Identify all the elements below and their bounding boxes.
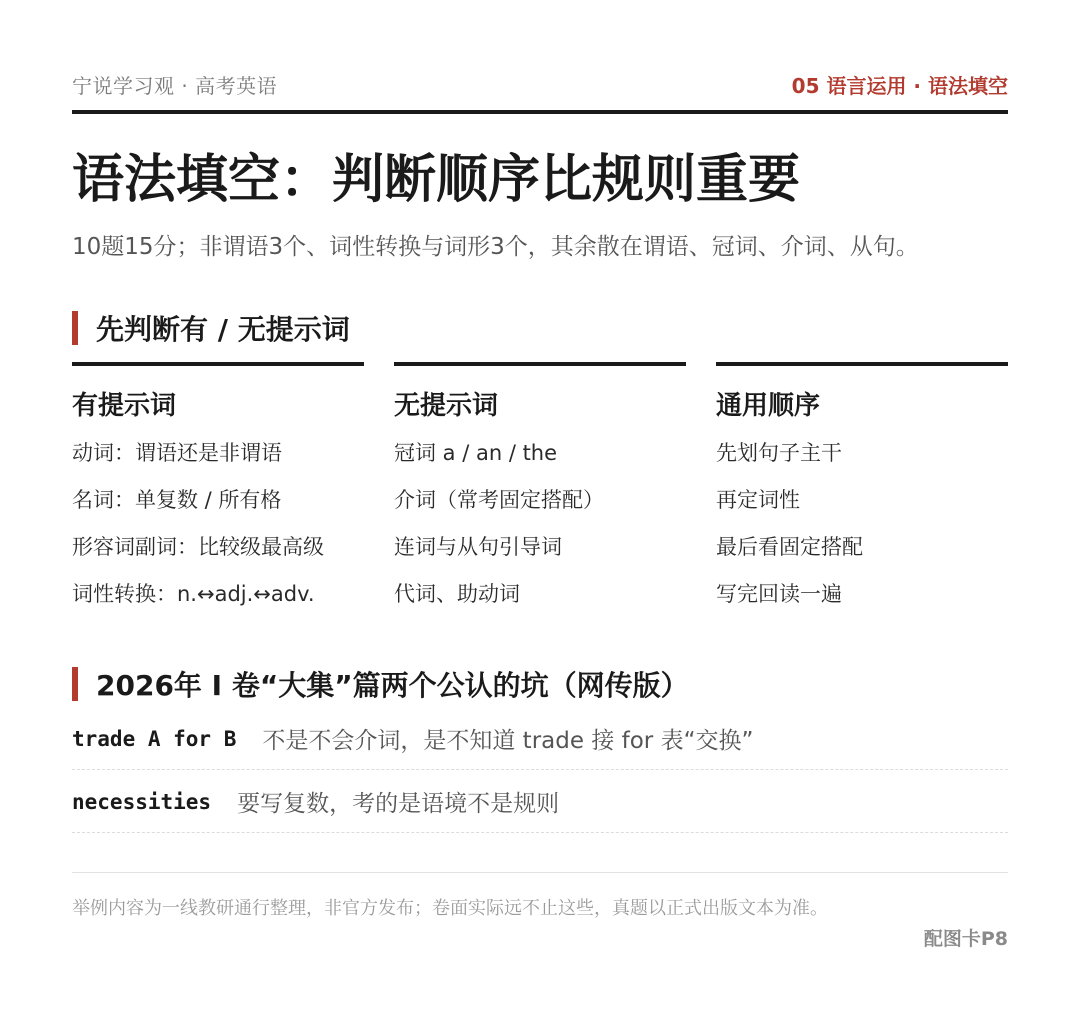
section-tag: 05 语言运用 · 语法填空 (791, 73, 1008, 98)
list-item: 写完回读一遍 (716, 582, 842, 606)
page-title: 语法填空：判断顺序比规则重要 (72, 150, 801, 210)
pitfall-description: 不是不会介词，是不知道 trade 接 for 表“交换” (262, 728, 754, 754)
header (72, 68, 1008, 100)
list-item: 名词：单复数 / 所有格 (72, 488, 282, 512)
column-title: 无提示词 (394, 391, 499, 421)
list-item: 词性转换：n.↔adj.↔adv. (72, 582, 315, 606)
hint-columns (72, 362, 1008, 609)
list-item: 连词与从句引导词 (394, 535, 562, 559)
pitfall-term: trade A for B (72, 726, 237, 751)
list-item: 介词（常考固定搭配） (394, 488, 604, 512)
list-item: 再定词性 (716, 488, 800, 512)
column-with-hints (72, 362, 364, 609)
list-item: 先划句子主干 (716, 441, 842, 465)
accent-bar (72, 311, 78, 345)
page-subtitle: 10题15分；非谓语3个、词性转换与词形3个，其余散在谓语、冠词、介词、从句。 (72, 234, 919, 260)
list-item: 代词、助动词 (394, 582, 520, 606)
pitfall-description: 要写复数，考的是语境不是规则 (237, 791, 560, 817)
accent-bar (72, 667, 78, 701)
section-heading-hints (72, 310, 350, 346)
brand-label: 宁说学习观 · 高考英语 (72, 73, 278, 98)
card-label: 配图卡P8 (923, 928, 1008, 950)
column-general-order (716, 362, 1008, 609)
pitfall-term: necessities (72, 789, 212, 814)
list-item: 冠词 a / an / the (394, 441, 558, 465)
column-title: 通用顺序 (716, 391, 821, 421)
section-heading-pitfalls (72, 666, 689, 702)
pitfall-row (72, 771, 1008, 833)
footer-divider (72, 872, 1008, 873)
footer-note: 举例内容为一线教研通行整理，非官方发布；卷面实际远不止这些，真题以正式出版文本为准。 (72, 898, 828, 919)
pitfall-row (72, 708, 1008, 770)
section-heading-text: 先判断有 / 无提示词 (96, 313, 350, 346)
section-heading-text: 2026年 I 卷“大集”篇两个公认的坑（网传版） (96, 669, 689, 702)
column-title: 有提示词 (72, 391, 177, 421)
list-item: 动词：谓语还是非谓语 (72, 441, 282, 465)
list-item: 形容词副词：比较级最高级 (72, 535, 324, 559)
top-divider (72, 110, 1008, 114)
list-item: 最后看固定搭配 (716, 535, 863, 559)
column-without-hints (394, 362, 686, 609)
